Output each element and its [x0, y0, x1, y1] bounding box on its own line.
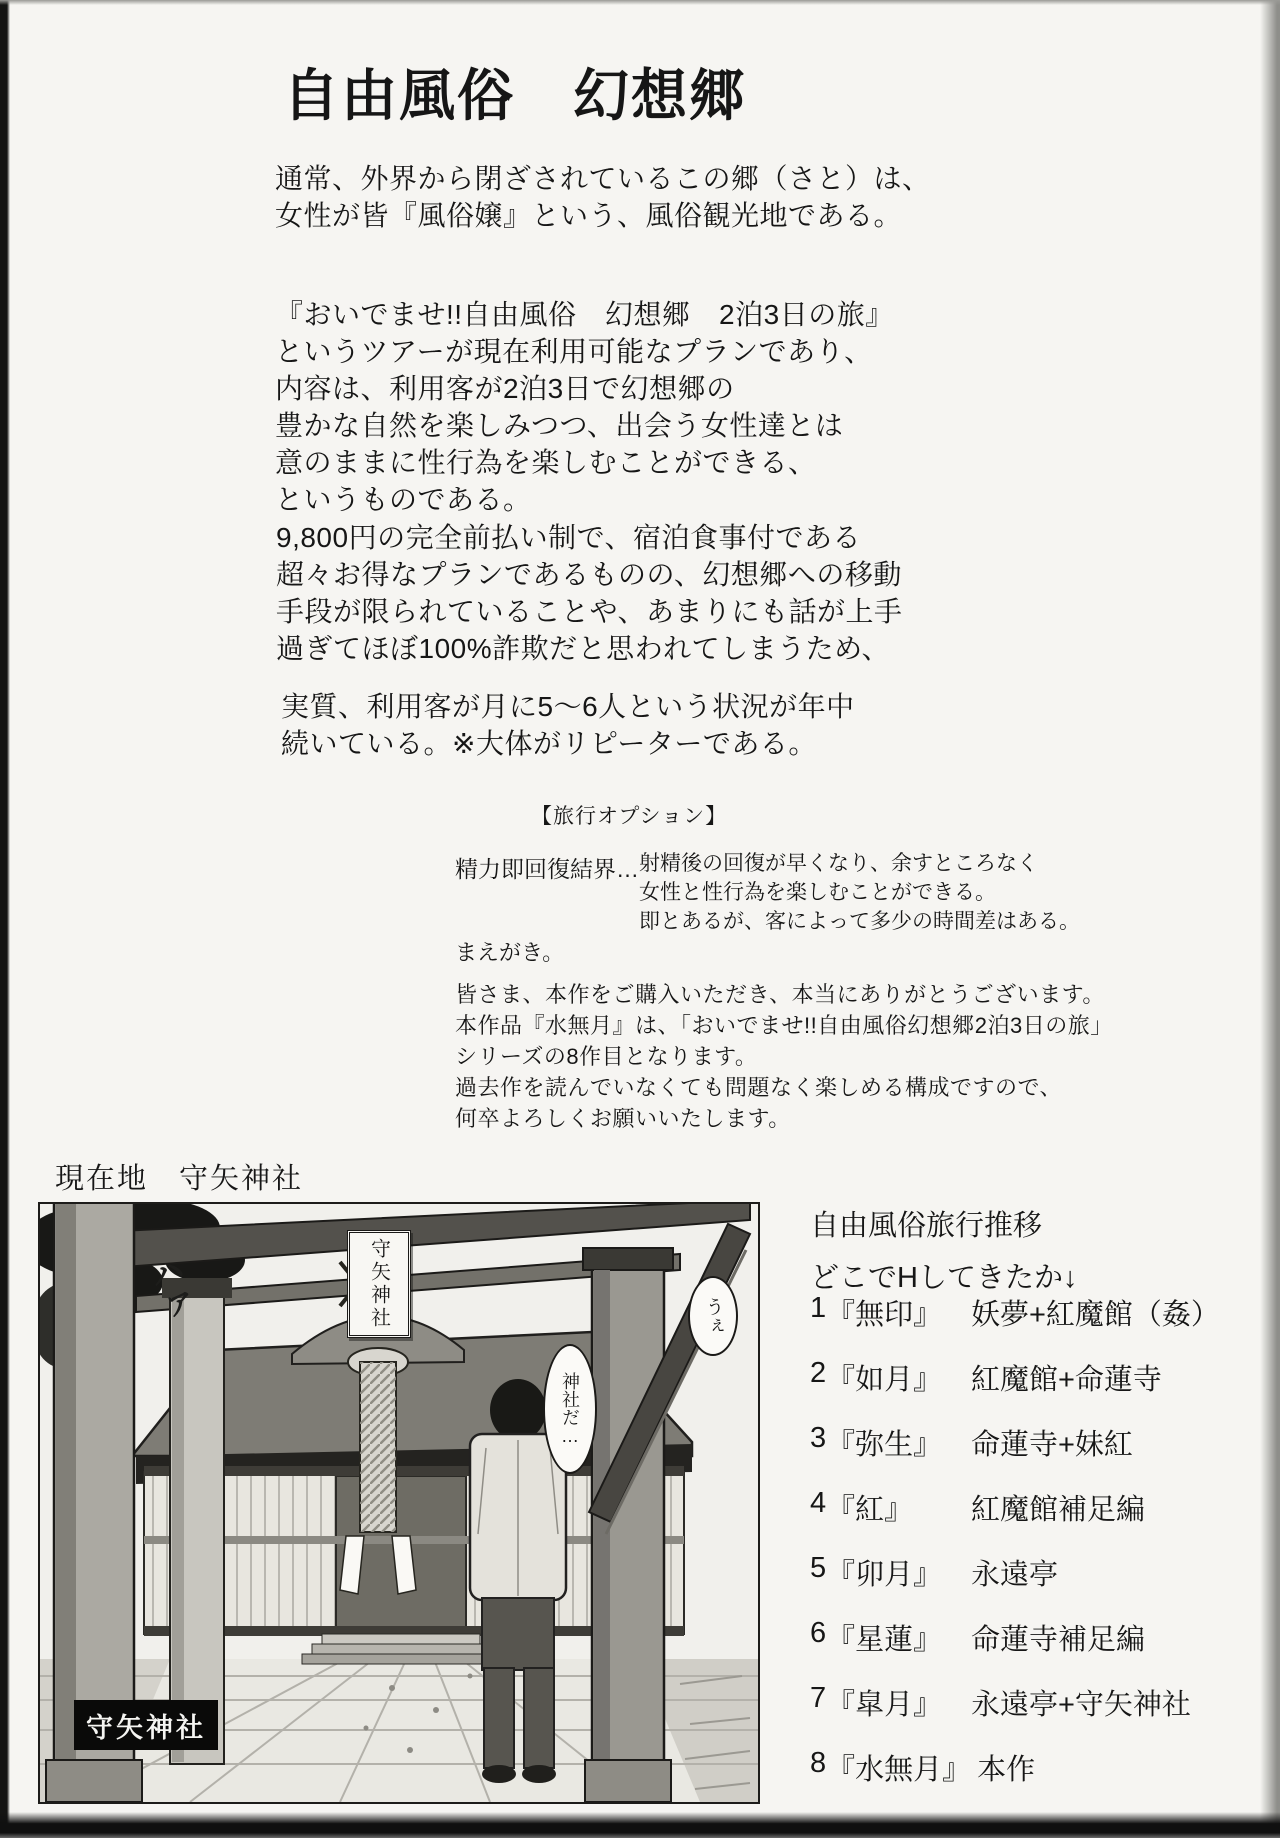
options-desc-line: 射精後の回復が早くなり、余すところなく — [639, 852, 1038, 875]
options-desc-line: 即とあるが、客によって多少の時間差はある。 — [639, 910, 1080, 933]
history-item — [810, 1357, 1220, 1398]
price-paragraph — [276, 519, 902, 667]
history-item-number: 1 — [810, 1292, 827, 1324]
scan-edge-bottom — [0, 1812, 1280, 1838]
speech-bubble-ue: うぇ — [688, 1276, 738, 1356]
tour-paragraph — [275, 296, 894, 518]
history-item-title: 『水無月』 — [826, 1754, 972, 1786]
foreword-line: 何卒よろしくお願いいたします。 — [455, 1106, 791, 1131]
tour-line: 内容は、利用客が2泊3日で幻想郷の — [275, 373, 735, 404]
speech-bubble-jinja: 神社だ… — [543, 1344, 597, 1474]
history-item-number: 5 — [810, 1552, 827, 1584]
foreword-line: 皆さま、本作をご購入いただき、本当にありがとうございます。 — [455, 982, 1105, 1007]
foreword-paragraph — [455, 979, 1113, 1134]
price-line: 超々お得なプランであるものの、幻想郷への移動 — [276, 559, 902, 590]
history-item-title: 『無印』 — [826, 1299, 943, 1331]
scan-edge-top — [0, 0, 1280, 5]
history-item-place: 永遠亭+守矢神社 — [971, 1689, 1191, 1721]
page-title: 自由風俗 幻想郷 — [283, 64, 747, 127]
users-line: 実質、利用客が月に5～6人という状況が年中 — [281, 691, 855, 722]
history-item-number: 4 — [810, 1487, 827, 1519]
history-item-title: 『弥生』 — [826, 1429, 943, 1461]
history-item-place: 妖夢+紅魔館（姦） — [971, 1299, 1220, 1331]
options-term: 精力即回復結界… — [455, 856, 639, 882]
history-item-place: 紅魔館補足編 — [971, 1494, 1146, 1526]
scan-edge-right — [1260, 0, 1280, 1838]
history-item — [810, 1682, 1220, 1723]
price-line: 9,800円の完全前払い制で、宿泊食事付である — [276, 522, 862, 553]
tour-line: 意のままに性行為を楽しむことができる、 — [275, 447, 817, 478]
intro-line: 女性が皆『風俗嬢』という、風俗観光地である。 — [275, 200, 903, 231]
history-item — [810, 1747, 1220, 1788]
intro-line: 通常、外界から閉ざされているこの郷（さと）は、 — [275, 163, 931, 194]
history-item — [810, 1552, 1220, 1593]
options-desc-line: 女性と性行為を楽しむことができる。 — [639, 881, 996, 904]
shrine-name-plaque: 守矢神社 — [347, 1230, 411, 1338]
torii-pillar-middle — [162, 1278, 232, 1764]
history-item-number: 7 — [810, 1682, 827, 1714]
foreword-line: 本作品『水無月』は、「おいでませ!!自由風俗幻想郷2泊3日の旅」 — [455, 1013, 1113, 1038]
users-paragraph — [281, 688, 855, 762]
history-item-title: 『紅』 — [826, 1494, 914, 1526]
price-line: 過ぎてほぼ100%詐欺だと思われてしまうため、 — [276, 633, 890, 664]
history-item-place: 命蓮寺+妹紅 — [971, 1429, 1133, 1461]
tour-line: というツアーが現在利用可能なプランであり、 — [275, 336, 873, 367]
history-item-place: 本作 — [977, 1754, 1036, 1786]
tour-line: というものである。 — [275, 484, 532, 515]
foreword-line: 過去作を読んでいなくても問題なく楽しめる構成ですので、 — [455, 1075, 1063, 1100]
options-entry — [455, 849, 1080, 936]
history-item-title: 『星蓮』 — [826, 1624, 943, 1656]
history-list — [810, 1292, 1220, 1812]
intro-paragraph — [275, 160, 931, 234]
history-item-number: 2 — [810, 1357, 827, 1389]
history-item-place: 紅魔館+命蓮寺 — [971, 1364, 1162, 1396]
history-item — [810, 1617, 1220, 1658]
illustration-caption: 守矢神社 — [74, 1700, 218, 1750]
scan-edge-left — [0, 0, 10, 1838]
location-label: 現在地 守矢神社 — [55, 1163, 304, 1195]
history-item-title: 『皐月』 — [826, 1689, 943, 1721]
foreword-heading: まえがき。 — [455, 940, 565, 965]
history-heading-line: 自由風俗旅行推移 — [810, 1210, 1043, 1242]
tour-line: 豊かな自然を楽しみつつ、出会う女性達とは — [275, 410, 844, 441]
history-item — [810, 1422, 1220, 1463]
history-item-title: 『卯月』 — [826, 1559, 943, 1591]
history-item-number: 8 — [810, 1747, 827, 1779]
history-item-place: 永遠亭 — [971, 1559, 1059, 1591]
history-item-number: 6 — [810, 1617, 827, 1649]
history-item-place: 命蓮寺補足編 — [971, 1624, 1146, 1656]
history-heading — [810, 1200, 1077, 1304]
history-item-number: 3 — [810, 1422, 827, 1454]
history-heading-line: どこでHしてきたか↓ — [810, 1262, 1078, 1294]
options-heading: 【旅行オプション】 — [531, 805, 728, 828]
sigh-scribble: ハァ — [142, 1250, 194, 1330]
history-item — [810, 1292, 1220, 1333]
torii-pillar-right — [583, 1248, 673, 1802]
users-line: 続いている。※大体がリピーターである。 — [281, 728, 817, 759]
history-item — [810, 1487, 1220, 1528]
history-item-title: 『如月』 — [826, 1364, 943, 1396]
foreword-line: シリーズの8作目となります。 — [455, 1044, 758, 1069]
tour-line: 『おいでませ!!自由風俗 幻想郷 2泊3日の旅』 — [275, 299, 894, 330]
price-line: 手段が限られていることや、あまりにも話が上手 — [276, 596, 903, 627]
shrine-illustration — [38, 1202, 760, 1804]
options-description — [639, 849, 1080, 936]
